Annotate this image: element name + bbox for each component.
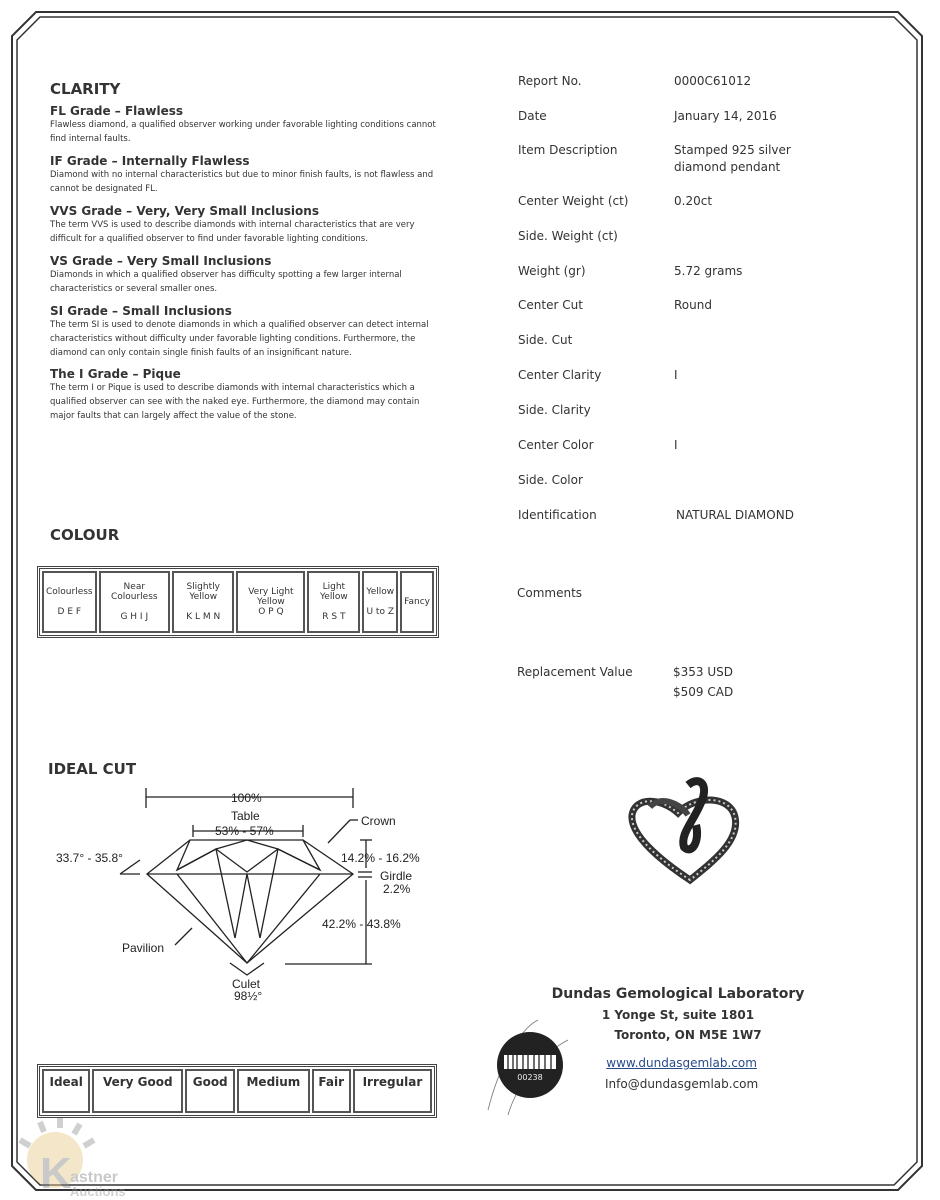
grade-description: Diamond with no internal characteristics but due to minor finish faults, is not flawless and cannot be designated FL. <box>50 170 434 194</box>
report-value: NATURAL DIAMOND <box>676 508 794 522</box>
clarity-grade <box>50 204 440 254</box>
lab-seal-sticker <box>478 1010 588 1120</box>
clarity-grade <box>50 367 440 423</box>
cut-grade-cell: Medium <box>237 1069 309 1113</box>
comments-label: Comments <box>517 586 583 600</box>
culet-label: Culet <box>232 977 261 991</box>
girdle-label: Girdle <box>380 869 413 883</box>
seal-number: 00238 <box>517 1073 543 1082</box>
table-label: Table <box>231 809 260 823</box>
grade-description: The term I or Pique is used to describe diamonds with internal characteristics which a qualified observer can see with the naked eye. Furthermore, the diamond may contain major faults that can largely affect the value of the stone. <box>50 383 420 421</box>
colour-scale-table <box>37 566 439 638</box>
grade-description: Diamonds in which a qualified observer has difficulty spotting a few larger internal characteristics or several smaller ones. <box>50 270 402 294</box>
colour-cell: Fancy <box>400 571 434 633</box>
grade-heading: FL Grade – Flawless <box>50 104 184 118</box>
report-value: 0000C61012 <box>674 74 752 88</box>
report-value: Round <box>674 298 712 312</box>
colour-cell: Slightly Yellow K L M N <box>172 571 235 633</box>
ideal-cut-title: IDEAL CUT <box>48 760 137 778</box>
kastner-auctions-watermark <box>10 1110 140 1200</box>
replacement-value-cad: $509 CAD <box>673 685 734 699</box>
crown-height-label: 14.2% - 16.2% <box>341 851 420 865</box>
lab-address-line1: 1 Yonge St, suite 1801 <box>601 1008 755 1022</box>
grade-heading: The I Grade – Pique <box>50 367 181 381</box>
report-label: Center Cut <box>518 298 583 312</box>
grade-description: Flawless diamond, a qualified observer working under favorable lighting conditions cannot find internal faults. <box>50 120 436 144</box>
report-value: 5.72 grams <box>674 264 743 278</box>
lab-address-line2: Toronto, ON M5E 1W7 <box>614 1028 762 1042</box>
report-value: I <box>674 368 678 382</box>
report-label: Date <box>518 109 547 123</box>
cut-grade-cell: Fair <box>312 1069 351 1113</box>
grade-heading: VVS Grade – Very, Very Small Inclusions <box>50 204 319 218</box>
crown-label: Crown <box>361 814 396 828</box>
colour-cell: Very Light Yellow O P Q <box>236 571 305 633</box>
pavilion-depth-label: 42.2% - 43.8% <box>322 917 401 931</box>
cut-grade-cell: Irregular <box>353 1069 432 1113</box>
grade-description: The term VVS is used to describe diamonds with internal characteristics that are very difficult for a qualified observer to find under favorable lighting conditions. <box>50 220 415 244</box>
lab-contact <box>605 1052 758 1094</box>
grade-heading: VS Grade – Very Small Inclusions <box>50 254 272 268</box>
lab-website-link[interactable]: www.dundasgemlab.com <box>606 1056 757 1070</box>
report-label: Center Clarity <box>518 368 602 382</box>
colour-cell: Near Colourless G H I J <box>99 571 170 633</box>
cut-grade-cell: Ideal <box>42 1069 90 1113</box>
colour-cell: Colourless D E F <box>42 571 97 633</box>
svg-text:Auctions: Auctions <box>70 1184 126 1199</box>
grade-heading: SI Grade – Small Inclusions <box>50 304 232 318</box>
svg-text:astner: astner <box>70 1169 119 1186</box>
report-value: I <box>674 438 678 452</box>
colour-title: COLOUR <box>50 526 120 544</box>
report-label: Item Description <box>518 143 618 157</box>
clarity-title: CLARITY <box>50 80 121 98</box>
report-label: Side. Color <box>518 473 583 487</box>
colour-cell: Light Yellow R S T <box>307 571 360 633</box>
report-value: Stamped 925 silver diamond pendant <box>674 143 791 174</box>
svg-text:K: K <box>40 1149 72 1198</box>
table-percent-label: 53% - 57% <box>215 824 274 838</box>
colour-cell: Yellow U to Z <box>362 571 398 633</box>
crown-angle-label: 33.7° - 35.8° <box>56 851 123 865</box>
report-value: 0.20ct <box>674 194 713 208</box>
report-label: Weight (gr) <box>518 264 586 278</box>
clarity-grade <box>50 154 440 204</box>
replacement-value-label: Replacement Value <box>517 665 633 679</box>
clarity-grade <box>50 304 440 367</box>
diamond-proportions-diagram <box>40 780 440 1010</box>
lab-email[interactable]: Info@dundasgemlab.com <box>605 1077 759 1091</box>
report-label: Center Weight (ct) <box>518 194 629 208</box>
report-value: January 14, 2016 <box>674 109 777 123</box>
grade-description: The term SI is used to denote diamonds in which a qualified observer can detect internal characteristics without difficulty under favorable lighting conditions. Furthermore, the diamond can only contain single finish faults of an insignificant nature. <box>50 320 429 358</box>
report-label: Side. Clarity <box>518 403 591 417</box>
report-label: Report No. <box>518 74 582 88</box>
grade-heading: IF Grade – Internally Flawless <box>50 154 250 168</box>
report-label: Center Color <box>518 438 594 452</box>
cut-grade-cell: Good <box>185 1069 235 1113</box>
cut-grade-cell: Very Good <box>92 1069 183 1113</box>
pavilion-label: Pavilion <box>122 941 165 955</box>
report-label: Side. Cut <box>518 333 573 347</box>
lab-name: Dundas Gemological Laboratory <box>551 986 805 1002</box>
report-label: Identification <box>518 508 597 522</box>
clarity-grade <box>50 104 440 154</box>
replacement-value-usd: $353 USD <box>673 665 733 679</box>
pendant-photo <box>600 775 770 895</box>
total-width-label: 100% <box>231 791 262 805</box>
culet-angle-label: 98½° <box>234 989 263 1003</box>
report-label: Side. Weight (ct) <box>518 229 618 243</box>
clarity-grade <box>50 254 440 304</box>
clarity-grades <box>50 104 440 423</box>
girdle-percent-label: 2.2% <box>383 882 411 896</box>
